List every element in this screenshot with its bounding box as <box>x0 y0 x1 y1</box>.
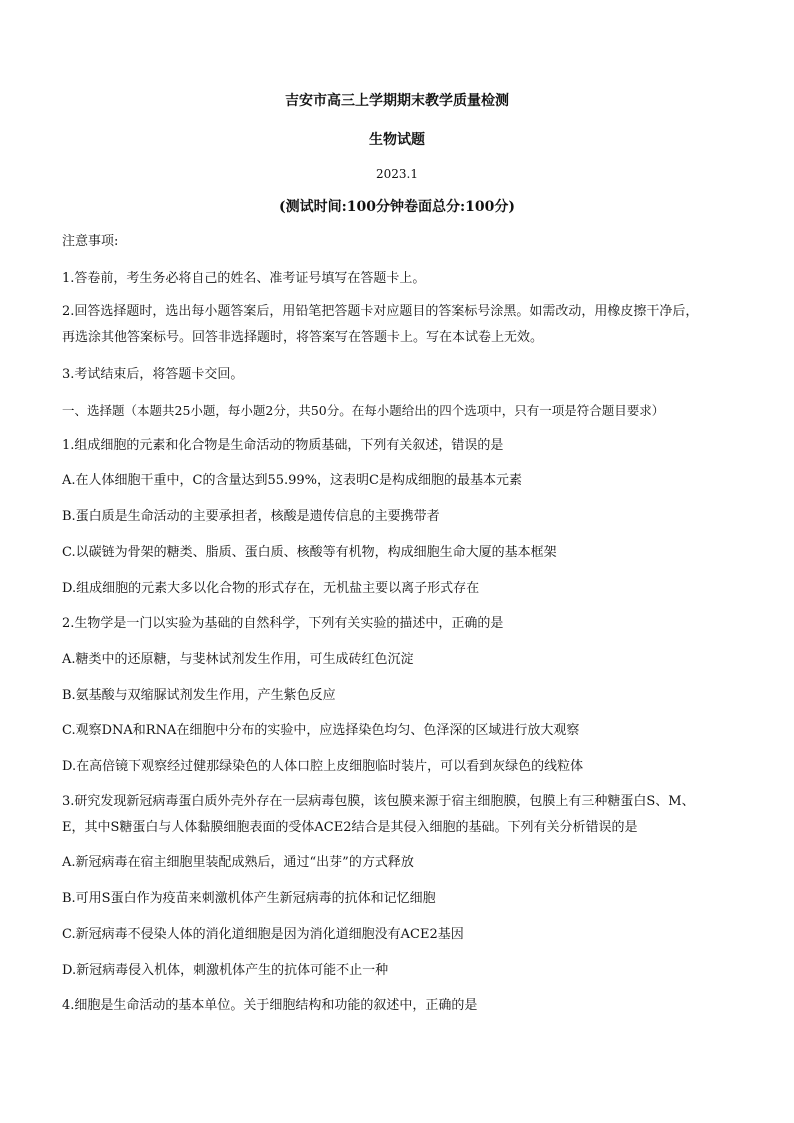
question-option: D.组成细胞的元素大多以化合物的形式存在，无机盐主要以离子形式存在 <box>62 581 480 596</box>
question-stem: 1.组成细胞的元素和化合物是生命活动的物质基础，下列有关叙述，错误的是 <box>62 438 504 453</box>
subject-title: 生物试题 <box>369 132 425 148</box>
section-heading: 一、选择题（本题共25小题，每小题2分，共50分。在每小题给出的四个选项中，只有一项是符合题目要求） <box>62 403 665 418</box>
exam-info: (测试时间:100分钟卷面总分:100分) <box>278 199 516 215</box>
question-option: B.氨基酸与双缩脲试剂发生作用，产生紫色反应 <box>62 688 336 703</box>
question-option: D.在高倍镜下观察经过健那绿染色的人体口腔上皮细胞临时装片，可以看到灰绿色的线粒体 <box>62 759 584 774</box>
question-option: C.以碳链为骨架的糖类、脂质、蛋白质、核酸等有机物，构成细胞生命大厦的基本框架 <box>62 545 557 560</box>
notice-item: 1.答卷前，考生务必将自己的姓名、准考证号填写在答题卡上。 <box>62 271 426 286</box>
question-option: A.新冠病毒在宿主细胞里装配成熟后，通过“出芽”的方式释放 <box>62 855 414 870</box>
notice-item: 再选涂其他答案标号。回答非选择题时，将答案写在答题卡上。写在本试卷上无效。 <box>62 330 544 345</box>
notice-item: 3.考试结束后，将答题卡交回。 <box>62 367 244 382</box>
exam-title: 吉安市高三上学期期末教学质量检测 <box>285 93 509 109</box>
question-option: D.新冠病毒侵入机体，刺激机体产生的抗体可能不止一种 <box>62 963 389 978</box>
question-stem: 3.研究发现新冠病毒蛋白质外壳外存在一层病毒包膜，该包膜来源于宿主细胞膜，包膜上有三种糖蛋白S、M、 <box>62 794 695 809</box>
question-stem: 2.生物学是一门以实验为基础的自然科学，下列有关实验的描述中，正确的是 <box>62 616 504 631</box>
question-option: A.糖类中的还原糖，与斐林试剂发生作用，可生成砖红色沉淀 <box>62 652 414 667</box>
question-option: A.在人体细胞干重中，C的含量达到55.99%，这表明C是构成细胞的最基本元素 <box>62 473 522 488</box>
exam-date: 2023.1 <box>376 167 418 181</box>
question-option: B.可用S蛋白作为疫苗来刺激机体产生新冠病毒的抗体和记忆细胞 <box>62 891 436 906</box>
question-option: C.观察DNA和RNA在细胞中分布的实验中，应选择染色均匀、色泽深的区域进行放大观察 <box>62 723 580 738</box>
notice-heading: 注意事项: <box>62 234 119 249</box>
question-stem: 4.细胞是生命活动的基本单位。关于细胞结构和功能的叙述中，正确的是 <box>62 998 478 1013</box>
notice-item: 2.回答选择题时，选出每小题答案后，用铅笔把答题卡对应题目的答案标号涂黑。如需改动，用橡皮擦干净后， <box>62 304 699 319</box>
question-stem: E，其中S糖蛋白与人体黏膜细胞表面的受体ACE2结合是其侵入细胞的基础。下列有关分析错误的是 <box>62 820 638 835</box>
question-option: C.新冠病毒不侵染人体的消化道细胞是因为消化道细胞没有ACE2基因 <box>62 927 464 942</box>
question-option: B.蛋白质是生命活动的主要承担者，核酸是遗传信息的主要携带者 <box>62 509 440 524</box>
